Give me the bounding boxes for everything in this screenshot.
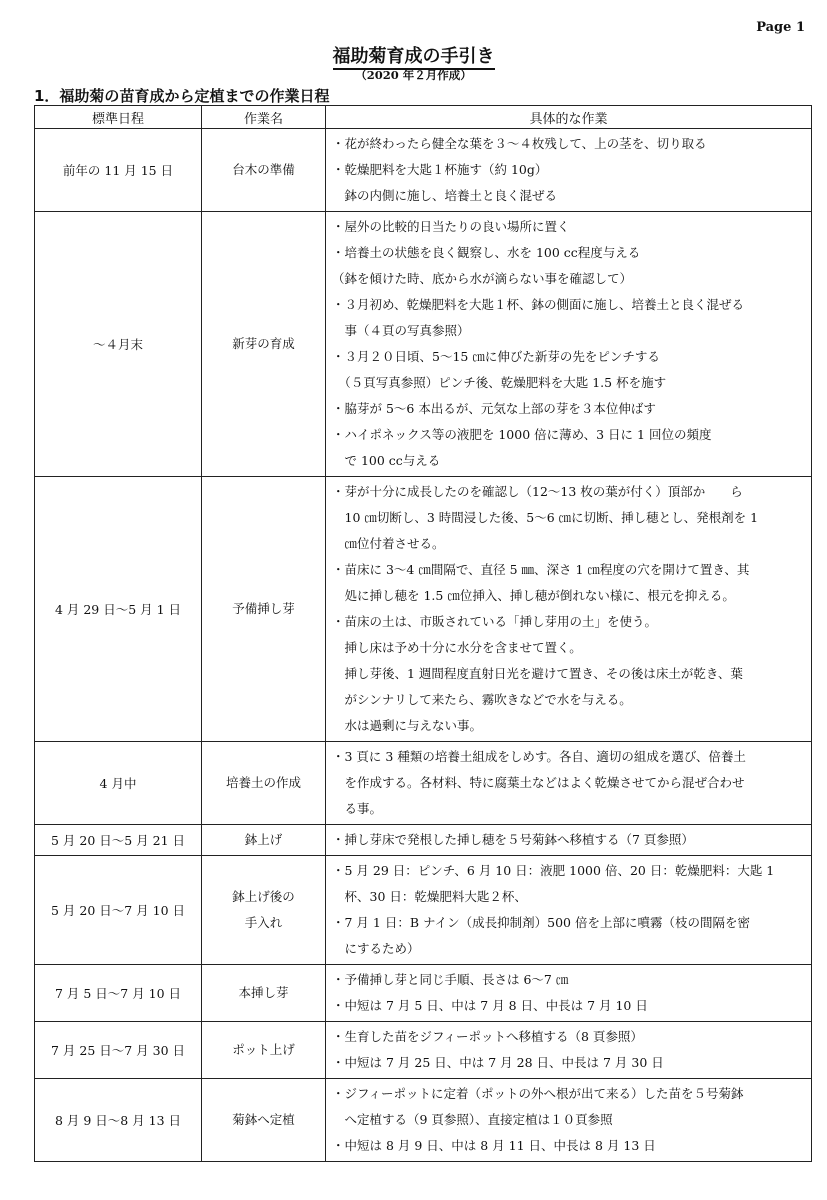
- table-row: [35, 477, 812, 742]
- table-header-row: [35, 106, 812, 129]
- document-subtitle: （2020 年２月作成）: [355, 68, 472, 82]
- detail-line: 事（４頁の写真参照）: [332, 323, 470, 338]
- header-specific-work: 具体的な作業: [326, 106, 812, 129]
- detail-line: ・中短は 8 月 9 日、中は 8 月 11 日、中長は 8 月 13 日: [332, 1138, 656, 1153]
- schedule-date: 4 月中: [35, 742, 202, 825]
- task-name: 本挿し芽: [202, 965, 326, 1022]
- detail-line: 挿し床は予め十分に水分を含ませて置く。: [332, 640, 582, 655]
- schedule-date: 5 月 20 日～5 月 21 日: [35, 825, 202, 856]
- detail-line: ・３月初め、乾燥肥料を大匙１杯、鉢の側面に施し、培養土と良く混ぜる: [332, 297, 745, 312]
- detail-line: で 100 cc与える: [332, 453, 441, 468]
- detail-line: ・ハイポネックス等の液肥を 1000 倍に薄め、3 日に 1 回位の頻度: [332, 427, 712, 442]
- detail-line: ・中短は 7 月 5 日、中は 7 月 8 日、中長は 7 月 10 日: [332, 998, 648, 1013]
- detail-line: を作成する。各材料、特に腐葉土などはよく乾燥させてから混ぜ合わせ: [332, 775, 745, 790]
- schedule-date: 前年の 11 月 15 日: [35, 129, 202, 212]
- detail-line: ・脇芽が 5～6 本出るが、元気な上部の芽を３本位伸ばす: [332, 401, 656, 416]
- detail-line: 挿し芽後、1 週間程度直射日光を避けて置き、その後は床土が乾き、葉: [332, 666, 743, 681]
- detail-line: ・培養土の状態を良く観察し、水を 100 cc程度与える: [332, 245, 641, 260]
- schedule-table: [34, 105, 812, 1162]
- schedule-table-body: [35, 129, 812, 1162]
- task-details: [326, 1022, 812, 1079]
- section-heading: 1．福助菊の苗育成から定植までの作業日程: [34, 87, 330, 105]
- task-name: 台木の準備: [202, 129, 326, 212]
- task-details: [326, 825, 812, 856]
- table-row: [35, 856, 812, 965]
- task-name: 新芽の育成: [202, 212, 326, 477]
- detail-line: にするため）: [332, 941, 420, 956]
- detail-line: ・乾燥肥料を大匙１杯施す（約 10g）: [332, 162, 548, 177]
- detail-line: ・芽が十分に成長したのを確認し（12～13 枚の葉が付く）頂部か ら: [332, 484, 743, 499]
- header-task-name: 作業名: [202, 106, 326, 129]
- task-details: [326, 856, 812, 965]
- document-title-text: 福助菊育成の手引き: [333, 46, 495, 70]
- table-row: [35, 1079, 812, 1162]
- detail-line: ・7 月 1 日：B ナイン（成長抑制剤）500 倍を上部に噴霧（枝の間隔を密: [332, 915, 750, 930]
- detail-line: 水は過剰に与えない事。: [332, 718, 483, 733]
- task-details: [326, 477, 812, 742]
- task-name: 鉢上げ後の 手入れ: [202, 856, 326, 965]
- detail-line: がシンナリして来たら、霧吹きなどで水を与える。: [332, 692, 632, 707]
- detail-line: ・挿し芽床で発根した挿し穂を５号菊鉢へ移植する（7 頁参照）: [332, 832, 694, 847]
- task-details: [326, 1079, 812, 1162]
- detail-line: ・5 月 29 日：ピンチ、6 月 10 日：液肥 1000 倍、20 日：乾燥肥料：大匙 1: [332, 863, 775, 878]
- detail-line: 処に挿し穂を 1.5 ㎝位挿入、挿し穂が倒れない様に、根元を抑える。: [332, 588, 735, 603]
- detail-line: ・予備挿し芽と同じ手順、長さは 6～7 ㎝: [332, 972, 569, 987]
- schedule-date: 7 月 25 日～7 月 30 日: [35, 1022, 202, 1079]
- task-details: [326, 965, 812, 1022]
- document-title: [0, 42, 827, 68]
- page-number: Page 1: [756, 20, 805, 35]
- detail-line: 鉢の内側に施し、培養土と良く混ぜる: [332, 188, 558, 203]
- schedule-date: 8 月 9 日～8 月 13 日: [35, 1079, 202, 1162]
- schedule-date: 4 月 29 日～5 月 1 日: [35, 477, 202, 742]
- detail-line: 10 ㎝切断し、3 時間浸した後、5～6 ㎝に切断、挿し穂とし、発根剤を 1: [332, 510, 759, 525]
- detail-line: ・苗床の土は、市販されている「挿し芽用の土」を使う。: [332, 614, 658, 629]
- task-name: 培養土の作成: [202, 742, 326, 825]
- detail-line: ㎝位付着させる。: [332, 536, 445, 551]
- schedule-date: 5 月 20 日～7 月 10 日: [35, 856, 202, 965]
- detail-line: ・３月２０日頃、5～15 ㎝に伸びた新芽の先をピンチする: [332, 349, 660, 364]
- task-details: [326, 212, 812, 477]
- table-row: [35, 965, 812, 1022]
- detail-line: る事。: [332, 801, 383, 816]
- task-details: [326, 742, 812, 825]
- detail-line: 杯、30 日：乾燥肥料大匙２杯、: [332, 889, 527, 904]
- task-name: ポット上げ: [202, 1022, 326, 1079]
- schedule-date: 7 月 5 日～7 月 10 日: [35, 965, 202, 1022]
- schedule-date: ～４月末: [35, 212, 202, 477]
- table-row: [35, 129, 812, 212]
- detail-line: ・屋外の比較的日当たりの良い場所に置く: [332, 219, 570, 234]
- task-name: 予備挿し芽: [202, 477, 326, 742]
- detail-line: （鉢を傾けた時、底から水が滴らない事を確認して）: [332, 271, 633, 286]
- detail-line: ・苗床に 3～4 ㎝間隔で、直径 5 ㎜、深さ 1 ㎝程度の穴を開けて置き、其: [332, 562, 750, 577]
- task-details: [326, 129, 812, 212]
- task-name: 鉢上げ: [202, 825, 326, 856]
- header-standard-schedule: 標準日程: [35, 106, 202, 129]
- detail-line: ・中短は 7 月 25 日、中は 7 月 28 日、中長は 7 月 30 日: [332, 1055, 664, 1070]
- detail-line: （５頁写真参照）ピンチ後、乾燥肥料を大匙 1.5 杯を施す: [332, 375, 667, 390]
- detail-line: ・生育した苗をジフィーポットへ移植する（8 頁参照）: [332, 1029, 643, 1044]
- table-row: [35, 825, 812, 856]
- table-row: [35, 742, 812, 825]
- detail-line: ・花が終わったら健全な葉を３～４枚残して、上の茎を、切り取る: [332, 136, 707, 151]
- table-row: [35, 1022, 812, 1079]
- detail-line: ・ジフィーポットに定着（ポットの外へ根が出て来る）した苗を５号菊鉢: [332, 1086, 744, 1101]
- table-row: [35, 212, 812, 477]
- task-name: 菊鉢へ定植: [202, 1079, 326, 1162]
- detail-line: へ定植する（9 頁参照）、直接定植は１０頁参照: [332, 1112, 613, 1127]
- detail-line: ・3 頁に 3 種類の培養土組成をしめす。各自、適切の組成を選び、倍養土: [332, 749, 746, 764]
